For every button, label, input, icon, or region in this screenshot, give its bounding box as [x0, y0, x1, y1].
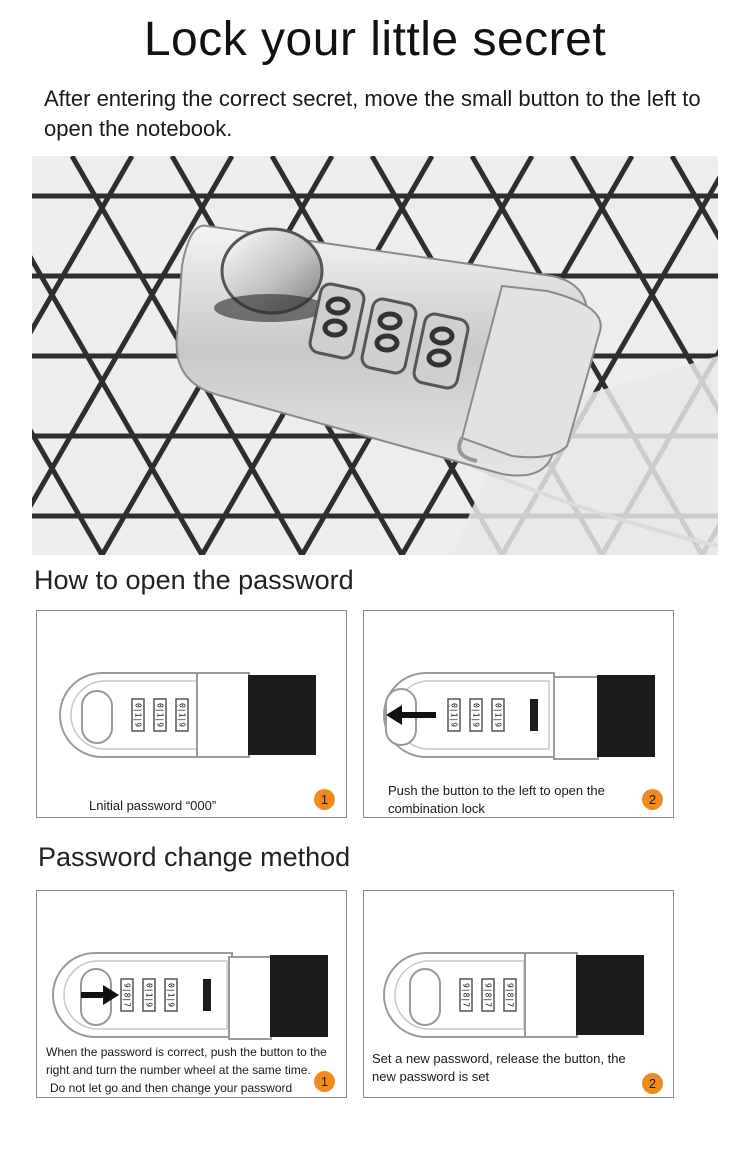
page-title: Lock your little secret	[143, 13, 607, 66]
step-caption: Set a new password, release the button, the new password is set	[372, 1051, 626, 1084]
step-number-badge: 2	[642, 789, 663, 810]
step-number-badge: 2	[642, 1073, 663, 1094]
change-step-2-panel	[363, 890, 674, 1098]
step-number-badge: 1	[314, 1071, 335, 1092]
wheel-digits: 9|8|7	[505, 982, 515, 1008]
product-photo	[32, 156, 718, 555]
wheel-digits: 0|1|9	[471, 702, 481, 728]
change-step-1-panel	[36, 890, 347, 1098]
lock-diagram	[37, 611, 347, 818]
intro-text: After entering the correct secret, move the small button to the left to open the notebook.	[44, 86, 701, 141]
step-caption-line: right and turn the number wheel at the same time.	[46, 1063, 311, 1077]
wheel-digits: 9|8|7	[461, 982, 471, 1008]
step-caption-line: When the password is correct, push the button to the	[46, 1045, 327, 1059]
wheel-digits: 0|1|9	[493, 702, 503, 728]
wheel-digits: 0|1|9	[144, 982, 154, 1008]
wheel-digits: 0|1|9	[155, 702, 165, 728]
wheel-digits: 9|8|7	[122, 982, 132, 1008]
wheel-digits: 0|1|9	[166, 982, 176, 1008]
open-step-1-panel	[36, 610, 347, 818]
wheel-digits: 0|1|9	[449, 702, 459, 728]
open-step-2-panel	[363, 610, 674, 818]
step-number-badge: 1	[314, 789, 335, 810]
wheel-digits: 0|1|9	[177, 702, 187, 728]
wheel-digits: 0|1|9	[133, 702, 143, 728]
step-caption: Lnitial password “000”	[89, 798, 217, 813]
wheel-digits: 9|8|7	[483, 982, 493, 1008]
step-caption: Push the button to the left to open the combination lock	[388, 783, 605, 816]
section-change-title: Password change method	[38, 842, 351, 872]
step-caption-line: Do not let go and then change your password	[50, 1081, 293, 1095]
section-open-title: How to open the password	[34, 565, 354, 595]
